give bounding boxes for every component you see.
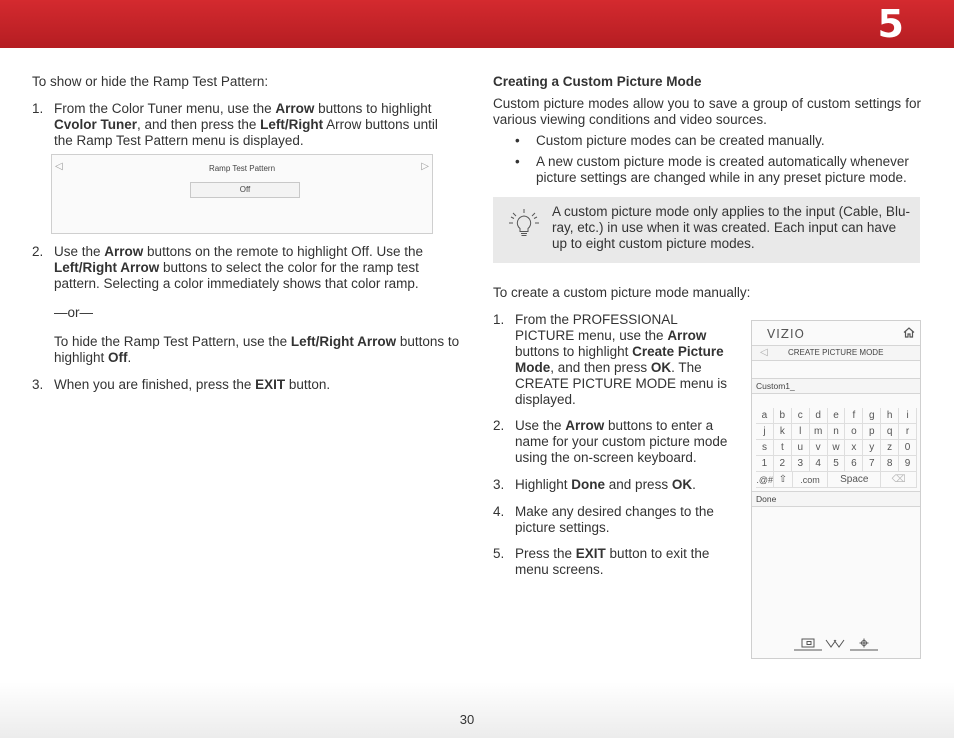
key[interactable]: f: [845, 408, 863, 424]
right-arrow-icon: ▷: [421, 161, 429, 172]
key[interactable]: 3: [792, 456, 810, 472]
key[interactable]: g: [863, 408, 881, 424]
shift-icon[interactable]: ⇧: [774, 472, 792, 488]
keyboard-row: [756, 456, 917, 472]
key[interactable]: z: [881, 440, 899, 456]
key[interactable]: p: [863, 424, 881, 440]
key[interactable]: k: [774, 424, 792, 440]
left-step-3: 3. When you are finished, press the EXIT button.: [32, 377, 331, 392]
input-icon: [802, 639, 814, 647]
right-step-4: 4. Make any desired changes to the picture settings.: [493, 504, 714, 535]
key[interactable]: n: [828, 424, 846, 440]
tip-text: A custom picture mode only applies to the input (Cable, Blu-ray, etc.) in use when it was created. Each input can have up to eight custom picture modes.: [552, 204, 910, 251]
key[interactable]: i: [899, 408, 917, 424]
step-number: 2.: [493, 418, 505, 433]
key[interactable]: r: [899, 424, 917, 440]
ramp-test-pattern-menu: [51, 154, 433, 234]
key[interactable]: 0: [899, 440, 917, 456]
bullet-item: • A new custom picture mode is created automatically whenever picture settings are changed while in any preset picture mode.: [515, 154, 909, 185]
custom-intro: Custom picture modes allow you to save a group of custom settings for various viewing conditions and video sources.: [493, 96, 921, 127]
vizio-v-icon: [826, 640, 844, 647]
key[interactable]: u: [792, 440, 810, 456]
key[interactable]: h: [881, 408, 899, 424]
key[interactable]: 9: [899, 456, 917, 472]
manual-intro: To create a custom picture mode manually:: [493, 285, 751, 300]
left-step-2: 2. Use the Arrow buttons on the remote to highlight Off. Use the Left/Right Arrow buttons to select the color for the ramp test pattern. Selecting a color immediately shows that color ramp. —or— To hide the Ramp Test Pattern, use the Left/Right Arrow buttons to highlight Off.: [32, 244, 460, 365]
left-column: [32, 74, 460, 393]
space-key[interactable]: Space: [828, 472, 881, 488]
left-step-1: 1. From the Color Tuner menu, use the Arrow buttons to highlight Cvolor Tuner, and then press the Left/Right Arrow buttons until the Ramp Test Pattern menu is displayed.: [32, 101, 438, 148]
step-number: 1.: [493, 312, 505, 327]
key[interactable]: w: [828, 440, 846, 456]
step-number: 1.: [32, 101, 44, 116]
menu-bottom-icons: [794, 637, 880, 651]
lightbulb-icon: [507, 207, 541, 241]
key[interactable]: c: [792, 408, 810, 424]
key[interactable]: 6: [845, 456, 863, 472]
done-label: Done: [756, 494, 777, 504]
key[interactable]: x: [845, 440, 863, 456]
key[interactable]: o: [845, 424, 863, 440]
done-button[interactable]: [752, 491, 920, 507]
keyboard-row: [756, 424, 917, 440]
right-step-3: 3. Highlight Done and press OK.: [493, 477, 696, 492]
key[interactable]: 8: [881, 456, 899, 472]
home-icon[interactable]: [903, 327, 915, 338]
page-number: 30: [459, 712, 475, 727]
key[interactable]: m: [810, 424, 828, 440]
step-number: 4.: [493, 504, 505, 519]
right-steps: [493, 312, 733, 578]
vizio-logo: VIZIO: [767, 327, 805, 341]
key[interactable]: j: [756, 424, 774, 440]
menu-title-bar: [752, 345, 920, 361]
key[interactable]: s: [756, 440, 774, 456]
step-number: 2.: [32, 244, 44, 259]
chapter-number: 5: [877, 2, 904, 46]
bullet-item: • Custom picture modes can be created manually.: [515, 133, 825, 148]
tip-box: [493, 197, 920, 263]
key[interactable]: y: [863, 440, 881, 456]
key[interactable]: 2: [774, 456, 792, 472]
key[interactable]: b: [774, 408, 792, 424]
key[interactable]: q: [881, 424, 899, 440]
create-picture-mode-menu: [751, 320, 921, 659]
name-value: Custom1_: [756, 381, 795, 391]
key[interactable]: l: [792, 424, 810, 440]
keyboard-row: [756, 440, 917, 456]
delete-icon[interactable]: ⌫: [881, 472, 917, 488]
key[interactable]: 4: [810, 456, 828, 472]
key[interactable]: e: [828, 408, 846, 424]
left-arrow-icon: ◁: [55, 161, 63, 172]
right-step-5: 5. Press the EXIT button to exit the menu screens.: [493, 546, 710, 577]
section-heading: Creating a Custom Picture Mode: [493, 74, 702, 89]
right-step-1: 1. From the PROFESSIONAL PICTURE menu, use the Arrow buttons to highlight Create Picture Mode, and then press OK. The CREATE PICTURE MODE menu is displayed.: [493, 312, 728, 407]
name-input[interactable]: [752, 378, 920, 394]
key[interactable]: 5: [828, 456, 846, 472]
keyboard-row: [756, 408, 917, 424]
key[interactable]: d: [810, 408, 828, 424]
symbols-key[interactable]: .@#: [756, 472, 774, 488]
ramp-intro: To show or hide the Ramp Test Pattern:: [32, 74, 269, 89]
back-arrow-icon[interactable]: ◁: [760, 347, 768, 358]
menu-title: Ramp Test Pattern: [208, 164, 276, 173]
menu-title: CREATE PICTURE MODE: [788, 348, 884, 357]
footer: [0, 682, 954, 738]
right-step-2: 2. Use the Arrow buttons to enter a name for your custom picture mode using the on-screen keyboard.: [493, 418, 728, 465]
dotcom-key[interactable]: .com: [793, 472, 829, 488]
key[interactable]: 7: [863, 456, 881, 472]
key[interactable]: 1: [756, 456, 774, 472]
hide-instructions: To hide the Ramp Test Pattern, use the Left/Right Arrow buttons to highlight Off.: [54, 334, 460, 365]
header-bar: [0, 0, 954, 48]
off-option[interactable]: Off: [190, 182, 300, 198]
key[interactable]: a: [756, 408, 774, 424]
step-number: 3.: [493, 477, 505, 492]
key[interactable]: t: [774, 440, 792, 456]
key[interactable]: v: [810, 440, 828, 456]
step-number: 3.: [32, 377, 44, 392]
keyboard-row: [756, 472, 917, 488]
step-number: 5.: [493, 546, 505, 561]
on-screen-keyboard: [756, 408, 917, 488]
or-separator: —or—: [54, 305, 94, 320]
